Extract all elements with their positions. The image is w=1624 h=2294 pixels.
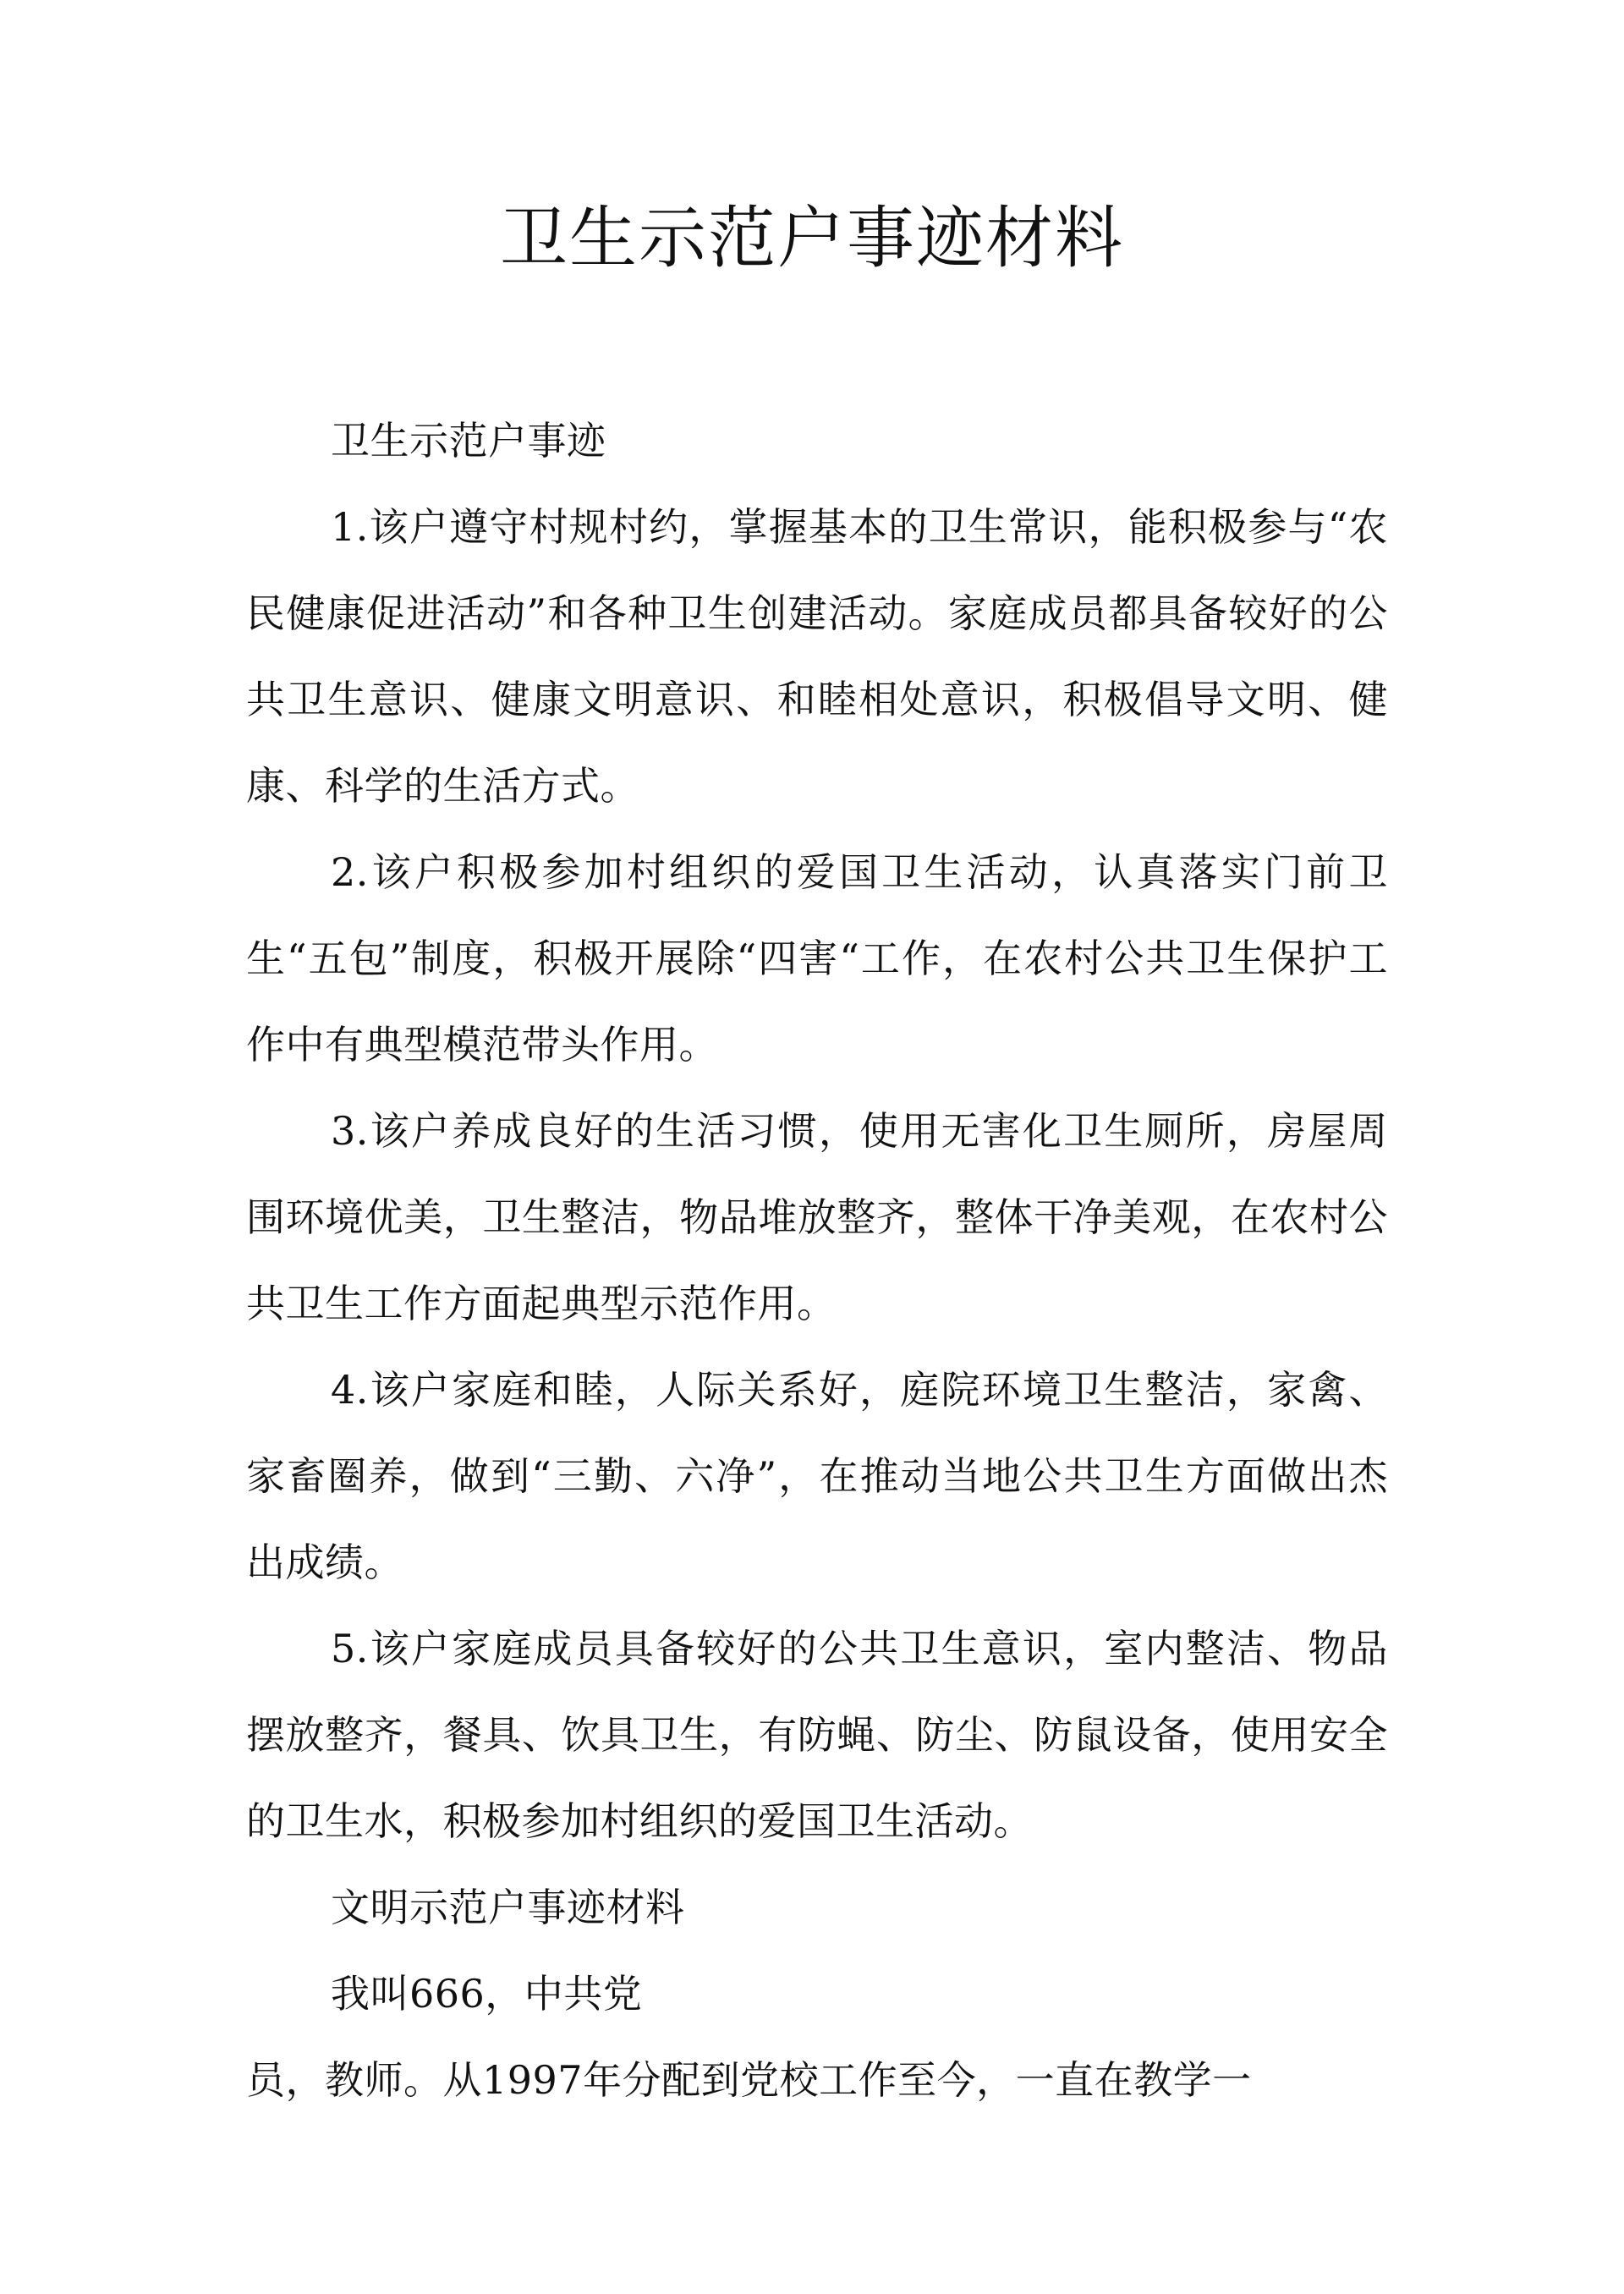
document-title: 卫生示范户事迹材料	[500, 199, 1124, 277]
paragraph-item-1: 1.该户遵守村规村约，掌握基本的卫生常识，能积极参与“农民健康促进活动”和各种卫生创建活动。家庭成员都具备较好的公共卫生意识、健康文明意识、和睦相处意识，积极倡导文明、健康、科学的生活方式。	[246, 504, 1388, 809]
paragraph-item-5: 5.该户家庭成员具备较好的公共卫生意识，室内整洁、物品摆放整齐，餐具、饮具卫生，有防蝇、防尘、防鼠设备，使用安全的卫生水，积极参加村组织的爱国卫生活动。	[246, 1626, 1388, 1844]
document-body	[246, 398, 1388, 2123]
section-heading-civility: 文明示范户事迹材料	[331, 1885, 685, 1930]
section-heading-hygiene: 卫生示范户事迹	[331, 418, 606, 464]
paragraph-item-3: 3.该户养成良好的生活习惯，使用无害化卫生厕所，房屋周围环境优美，卫生整洁，物品堆放整齐，整体干净美观，在农村公共卫生工作方面起典型示范作用。	[246, 1108, 1388, 1326]
paragraph-item-4: 4.该户家庭和睦，人际关系好，庭院环境卫生整洁，家禽、家畜圈养，做到“三勤、六净”，在推动当地公共卫生方面做出杰出成绩。	[246, 1367, 1388, 1585]
paragraph-intro: 我叫666，中共党	[331, 1971, 643, 2017]
paragraph-continuation: 员，教师。从1997年分配到党校工作至今，一直在教学一	[246, 2057, 1252, 2103]
paragraph-item-2: 2.该户积极参加村组织的爱国卫生活动，认真落实门前卫生“五包”制度，积极开展除“四害“工作，在农村公共卫生保护工作中有典型模范带头作用。	[246, 849, 1388, 1067]
